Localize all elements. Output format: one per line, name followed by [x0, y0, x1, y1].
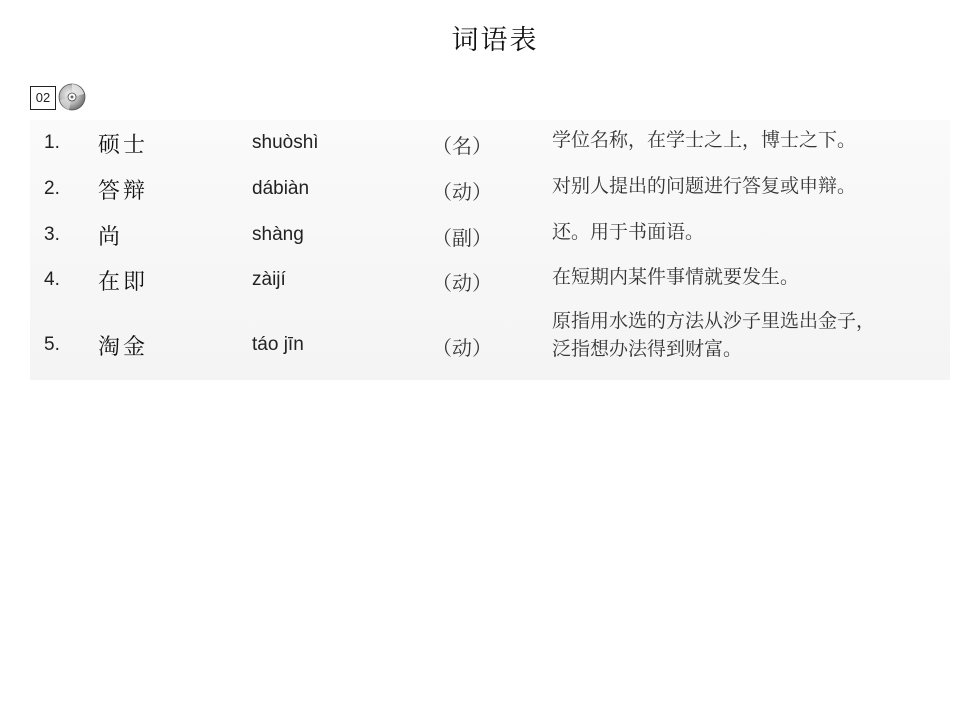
- entry-part-of-speech: （动）: [432, 336, 492, 360]
- entry-pinyin: zàijí: [252, 269, 286, 290]
- definition-line: 学位名称，在学士之上，博士之下。: [552, 129, 857, 151]
- track-number-badge[interactable]: 02: [30, 86, 56, 110]
- cd-disc-icon[interactable]: [57, 82, 87, 112]
- entry-pinyin: shàng: [252, 224, 304, 245]
- vocabulary-row: [30, 128, 950, 158]
- entry-definition: [552, 307, 875, 363]
- entry-definition: [552, 263, 799, 291]
- entry-pinyin: shuòshì: [252, 132, 319, 153]
- entry-word: 尚: [98, 225, 124, 250]
- vocabulary-row: [30, 310, 950, 373]
- entry-definition: [552, 172, 856, 200]
- entry-number: 4.: [44, 269, 60, 290]
- page-title: 词语表: [451, 25, 539, 56]
- entry-part-of-speech: （副）: [432, 226, 492, 250]
- vocabulary-row: [30, 174, 950, 204]
- entry-number: 1.: [44, 132, 60, 153]
- entry-part-of-speech: （动）: [432, 271, 492, 295]
- entry-number: 5.: [44, 334, 60, 355]
- vocabulary-row: [30, 220, 950, 250]
- entry-word: 答辩: [98, 179, 149, 204]
- definition-line: 泛指想办法得到财富。: [552, 338, 743, 360]
- entry-part-of-speech: （名）: [432, 134, 492, 158]
- vocabulary-row: [30, 265, 950, 295]
- entry-word: 硕士: [98, 133, 149, 158]
- entry-pinyin: táo jīn: [252, 334, 304, 355]
- entry-number: 3.: [44, 224, 60, 245]
- entry-pinyin: dábiàn: [252, 178, 310, 199]
- entry-number: 2.: [44, 178, 60, 199]
- entry-word: 淘金: [98, 335, 149, 360]
- definition-line: 对别人提出的问题进行答复或申辩。: [552, 175, 857, 197]
- entry-definition: [552, 218, 704, 246]
- entry-definition: [552, 126, 856, 154]
- vocabulary-table: [30, 120, 950, 380]
- definition-line: 还。用于书面语。: [552, 221, 705, 243]
- definition-line: 在短期内某件事情就要发生。: [552, 266, 800, 288]
- entry-part-of-speech: （动）: [432, 180, 492, 204]
- definition-line: 原指用水选的方法从沙子里选出金子，: [552, 310, 876, 332]
- entry-word: 在即: [98, 270, 149, 295]
